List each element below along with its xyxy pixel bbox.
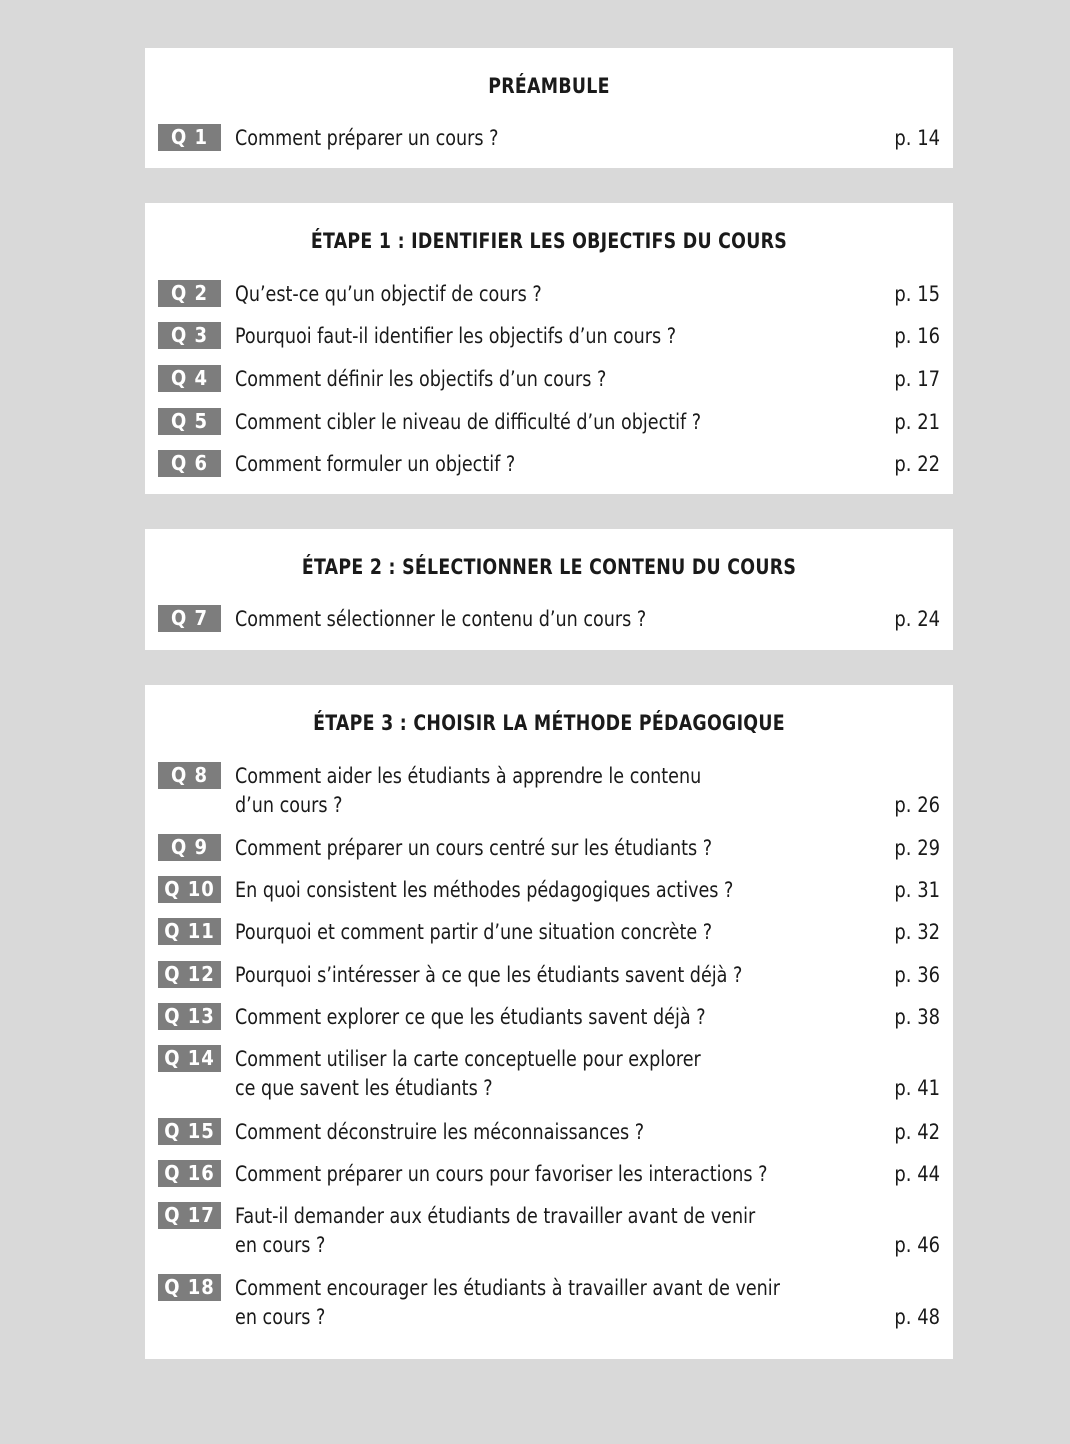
toc-entry[interactable] [145,450,953,490]
question-text: Comment préparer un cours ? [235,126,499,150]
page-reference: p. 14 [894,126,940,150]
question-number-badge: Q 9 [158,834,221,861]
question-text: Comment déconstruire les méconnaissances ? [235,1120,645,1144]
section-title: ÉTAPE 1 : IDENTIFIER LES OBJECTIFS DU COURS [310,229,788,253]
page-reference: p. 31 [894,878,940,902]
toc-entry[interactable] [145,322,953,362]
question-number-badge: Q 14 [158,1045,221,1072]
toc-entry[interactable] [145,1274,953,1329]
page-reference: p. 46 [894,1233,940,1257]
page-reference: p. 22 [894,452,940,476]
question-text: Pourquoi s’intéresser à ce que les étudiants savent déjà ? [235,963,743,987]
toc-entry[interactable] [145,365,953,405]
toc-entry[interactable] [145,1202,953,1257]
question-number-badge: Q 11 [158,918,221,945]
page-reference: p. 42 [894,1120,940,1144]
question-number-badge: Q 6 [158,450,221,477]
toc-entry[interactable] [145,124,953,164]
toc-section-etape-3 [145,685,953,1359]
question-number-badge: Q 10 [158,876,221,903]
page-reference: p. 29 [894,836,940,860]
toc-entry[interactable] [145,1160,953,1200]
toc-entry[interactable] [145,280,953,320]
question-number-badge: Q 18 [158,1274,221,1301]
page-reference: p. 26 [894,793,940,817]
page-reference: p. 38 [894,1005,940,1029]
question-text: Pourquoi faut-il identifier les objectifs d’un cours ? [235,324,677,348]
page-reference: p. 24 [894,607,940,631]
question-text: Pourquoi et comment partir d’une situation concrète ? [235,920,713,944]
question-text: Comment encourager les étudiants à travailler avant de venir en cours ? [235,1276,780,1329]
question-text: Comment préparer un cours pour favoriser les interactions ? [235,1162,768,1186]
question-text: Comment préparer un cours centré sur les étudiants ? [235,836,713,860]
question-text: Comment formuler un objectif ? [235,452,516,476]
toc-section-preambule [145,48,953,168]
page-reference: p. 44 [894,1162,940,1186]
toc-entry[interactable] [145,1045,953,1100]
question-number-badge: Q 7 [158,605,221,632]
page-reference: p. 41 [894,1076,940,1100]
toc-section-etape-1 [145,203,953,494]
question-number-badge: Q 1 [158,124,221,151]
toc-entry[interactable] [145,1003,953,1043]
question-number-badge: Q 2 [158,280,221,307]
question-number-badge: Q 3 [158,322,221,349]
page-reference: p. 17 [894,367,940,391]
page-reference: p. 21 [894,410,940,434]
toc-entry[interactable] [145,1118,953,1158]
section-title: PRÉAMBULE [488,74,610,98]
toc-entry[interactable] [145,762,953,817]
question-text: Comment sélectionner le contenu d’un cours ? [235,607,647,631]
question-number-badge: Q 17 [158,1202,221,1229]
question-number-badge: Q 16 [158,1160,221,1187]
question-number-badge: Q 15 [158,1118,221,1145]
toc-entry[interactable] [145,961,953,1001]
question-text: Comment utiliser la carte conceptuelle pour explorer ce que savent les étudiants ? [235,1047,701,1100]
page-reference: p. 32 [894,920,940,944]
question-text: En quoi consistent les méthodes pédagogiques actives ? [235,878,734,902]
question-text: Qu’est-ce qu’un objectif de cours ? [235,282,542,306]
toc-entry[interactable] [145,834,953,874]
question-text: Faut-il demander aux étudiants de travailler avant de venir en cours ? [235,1204,756,1257]
question-text: Comment définir les objectifs d’un cours ? [235,367,607,391]
page-reference: p. 36 [894,963,940,987]
toc-section-etape-2 [145,529,953,650]
question-text: Comment aider les étudiants à apprendre le contenu d’un cours ? [235,764,702,817]
toc-entry[interactable] [145,408,953,448]
question-text: Comment explorer ce que les étudiants savent déjà ? [235,1005,706,1029]
question-number-badge: Q 13 [158,1003,221,1030]
question-number-badge: Q 12 [158,961,221,988]
section-title: ÉTAPE 2 : SÉLECTIONNER LE CONTENU DU COURS [301,555,797,579]
page-reference: p. 16 [894,324,940,348]
question-number-badge: Q 5 [158,408,221,435]
page-reference: p. 15 [894,282,940,306]
question-number-badge: Q 8 [158,762,221,789]
section-title: ÉTAPE 3 : CHOISIR LA MÉTHODE PÉDAGOGIQUE [313,711,785,735]
toc-entry[interactable] [145,876,953,916]
toc-entry[interactable] [145,605,953,645]
toc-entry[interactable] [145,918,953,958]
question-number-badge: Q 4 [158,365,221,392]
question-text: Comment cibler le niveau de difficulté d’un objectif ? [235,410,702,434]
page-reference: p. 48 [894,1305,940,1329]
